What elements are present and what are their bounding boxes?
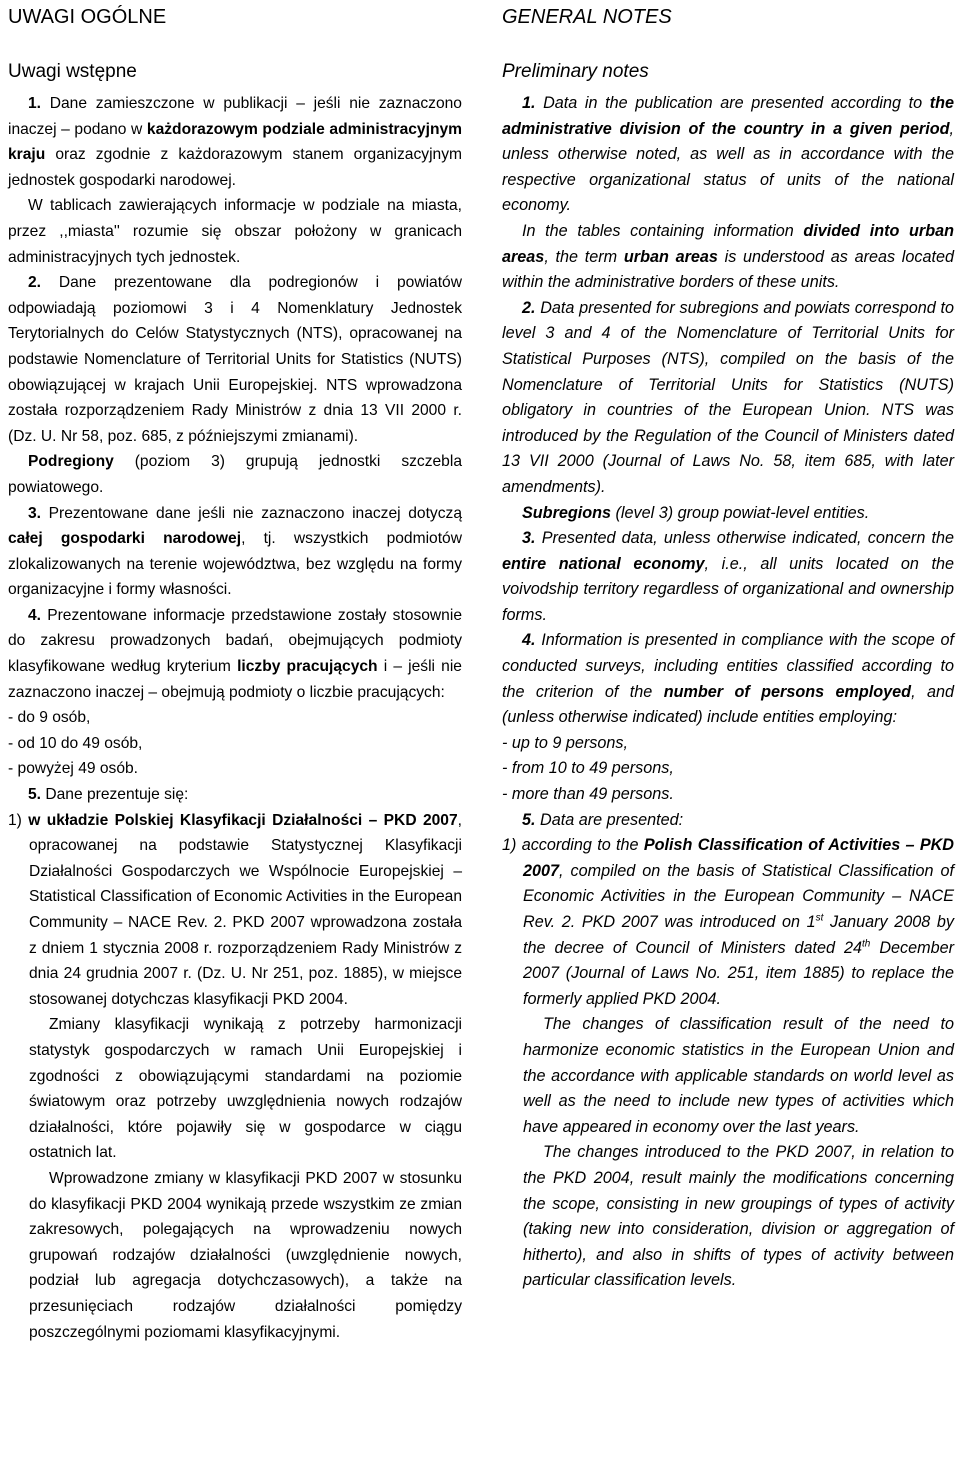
note-4-pl [8,603,462,705]
text-run: 1) [8,811,29,829]
note-1-urban-pl: W tablicach zawierających informacje w podziale na miasta, przez ,,miasta'' rozumie się obszar położony w granicach administracyjnych tych jednostek. [8,197,462,266]
bold-text-run: całej gospodarki narodowej [8,530,242,548]
note-5-item-1-en [502,833,954,1012]
section-subtitle-en: Preliminary notes [502,61,649,82]
bold-text-run: 2. [28,274,59,292]
classification-changes-pl: Zmiany klasyfikacji wynikają z potrzeby harmonizacji statystyk gospodarczych w ramach Unii Europejskiej i zgodności z obowiązującymi standardami na poziomie światowym oraz potrzeby uwzględnienia nowych rodzajów działalności, które pojawiły się w gospodarce w ciągu ostatnich lat. [29,1016,462,1162]
classification-changes-detail-en: The changes introduced to the PKD 2007, in relation to the PKD 2004, result mainly the modifications concerning the scope, consisting in new groupings of types of activity (taking new into consideration, division or aggregation of hitherto), and also in shifts of types of activity between particular classification levels. [523,1143,954,1290]
section-subtitle-pl: Uwagi wstępne [8,61,137,82]
text-run: Presented data, unless otherwise indicated, concern the [541,529,954,548]
text-run: Information is presented in compliance with the scope of conducted surveys, including entities classified according to the criterion of the [502,631,955,701]
text-run: Dane zamieszczone w publikacji – jeśli nie zaznaczono inaczej – podano w [8,95,462,138]
bold-text-run: Podregiony [28,453,114,471]
text-run: 1) according to the [502,836,644,855]
text-run: Data presented for subregions and powiats correspond to level 3 and 4 of the Nomenclature of Territorial Units for Statistical Purposes (NTS), compiled on the basis of the Nomenclature of Territorial Units for Statistics (NUTS) obligatory in countries of the European Union. NTS was introduced by the Regulation of the Council of Ministers dated 13 VII 2000 (Journal of Laws No. 58, item 685, with later amendments). [502,298,954,496]
bold-text-run: 4. [28,606,48,624]
bold-text-run: w układzie Polskiej Klasyfikacji Działalności – PKD 2007 [28,811,458,829]
bold-text-run: Polish Classification of Activities – PKD 2007 [523,836,954,880]
note-5-item-1-pl [8,808,462,1013]
text-run: is understood as areas located within the administrative borders of these units. [502,247,955,292]
text-run: th [862,938,871,950]
text-run: i – jeśli nie zaznaczono inaczej – obejmują podmioty o liczbie pracujących: [8,658,462,701]
bold-text-run: każdorazowym podziale administracyjnym kraju [8,120,463,164]
page-title-en: GENERAL NOTES [502,6,672,28]
text-run: , and (unless otherwise indicated) include entities employing: [502,682,954,727]
text-run: Prezentowane dane jeśli nie zaznaczono inaczej dotyczą [48,504,462,522]
bold-text-run: 2. [522,298,541,317]
note-5-en [502,808,954,834]
text-run: (level 3) group powiat-level entities. [611,503,870,522]
note-2-subregions-pl [8,449,462,500]
bold-text-run: the administrative division of the country in a given period [502,94,954,138]
bold-text-run: Subregions [522,503,612,522]
bold-text-run: liczby pracujących [237,658,378,676]
text-run: , i.e., all units located on the voivodship territory regardless of organizational and ownership forms. [502,554,954,624]
text-run: January 2008 by the decree of Council of Ministers dated 24 [523,913,954,957]
bold-text-run: 5. [28,786,46,804]
bold-text-run: urban areas [623,247,718,266]
classification-changes-detail-pl: Wprowadzone zmiany w klasyfikacji PKD 2007 w stosunku do klasyfikacji PKD 2004 wynikają przede wszystkim ze zmian zakresowych, polegających na wprowadzeniu nowych grupowań rodzajów działalności (uwzględnienie nowych, podział lub agregacja dotychczasowych), a także na przesunięciach rodzajów działalności pomiędzy poszczególnymi poziomami klasyfikacyjnymi. [29,1169,462,1341]
text-run: , compiled on the basis of Statistical Classification of Economic Activities in the European Community – NACE Rev. 2. PKD 2007 was introduced on 1 [523,861,954,931]
note-1-pl [8,91,462,193]
text-run: st [815,912,824,924]
text-run: Data are presented: [540,810,684,829]
bold-text-run: 4. [522,631,542,650]
bold-text-run: 1. [522,94,544,112]
bold-text-run: 5. [522,810,540,829]
employment-list-item-pl: - od 10 do 49 osób, [8,734,143,752]
bold-text-run: entire national economy [502,554,705,573]
note-3-pl [8,501,462,603]
notes-body-en [502,91,954,1294]
employment-list-item-pl: - powyżej 49 osób. [8,760,139,778]
notes-body-pl [8,91,462,1345]
note-1-en [502,91,954,219]
text-run: , tj. wszystkich podmiotów zlokalizowanych na terenie województwa, bez względu na formy organizacyjne i formy własności. [8,530,462,599]
note-2-en [502,296,954,501]
bold-text-run: divided into urban areas [502,221,955,266]
bold-text-run: 3. [28,504,49,522]
text-run: , opracowanej na podstawie Statystycznej Klasyfikacji Działalności Gospodarczych we Wspólnocie Europejskiej – Statistical Classification of Economic Activities in the European Community – NACE Rev. 2. PKD 2007 wprowadzona została z dniem 1 stycznia 2008 r. rozporządzeniem Rady Ministrów z dnia 24 grudnia 2007 r. (Dz. U. Nr 251, poz. 1885), w miejsce stosowanej dotychczas klasyfikacji PKD 2004. [29,811,462,1008]
text-run: Prezentowane informacje przedstawione zostały stosownie do zakresu prowadzonych badań, obejmujących podmioty klasyfikowane według kryterium [8,606,462,676]
employment-list-item-en: - from 10 to 49 persons, [502,759,674,778]
bold-text-run: number of persons employed [663,682,912,701]
note-3-en [502,526,954,628]
employment-list-item-en: - up to 9 persons, [502,733,628,752]
bold-text-run: 1. [28,95,50,112]
text-run: Dane prezentuje się: [45,786,189,804]
text-run: Data in the publication are presented according to [543,94,930,112]
note-2-pl [8,270,462,449]
employment-list-item-pl: - do 9 osób, [8,709,91,727]
employment-list-item-en: - more than 49 persons. [502,785,674,804]
bold-text-run: 3. [522,529,542,548]
text-run: oraz zgodnie z każdorazowym stanem organizacyjnym jednostek gospodarki narodowej. [8,146,462,189]
text-run: Dane prezentowane dla podregionów i powiatów odpowiadają poziomowi 3 i 4 Nomenklatury Jednostek Terytorialnych do Celów Statystycznych (NTS), opracowanej na podstawie Nomenclature of Territorial Units for Statistics (NUTS) obowiązującej w krajach Unii Europejskiej. NTS wprowadzona została rozporządzeniem Rady Ministrów z dnia 13 VII 2000 r. (Dz. U. Nr 58, poz. 685, z późniejszymi zmianami). [8,274,462,445]
text-run: , unless otherwise noted, as well as in accordance with the respective organizational status of units of the national economy. [502,119,954,215]
classification-changes-en: The changes of classification result of the need to harmonize economic statistics in the European Union and the accordance with applicable standards on world level as well as the need to include new types of activities which have appeared in economy over the last years. [523,1015,954,1136]
note-4-en [502,628,954,730]
text-run: (poziom 3) grupują jednostki szczebla powiatowego. [8,453,462,496]
note-1-urban-en [502,219,954,296]
text-run: December 2007 (Journal of Laws No. 251, item 1885) to replace the formerly applied PKD 2004. [523,938,954,1008]
note-5-pl [8,782,462,808]
page-title-pl: UWAGI OGÓLNE [8,6,167,28]
text-run: , the term [544,247,624,266]
note-2-subregions-en [502,501,954,527]
text-run: In the tables containing information [522,221,804,240]
